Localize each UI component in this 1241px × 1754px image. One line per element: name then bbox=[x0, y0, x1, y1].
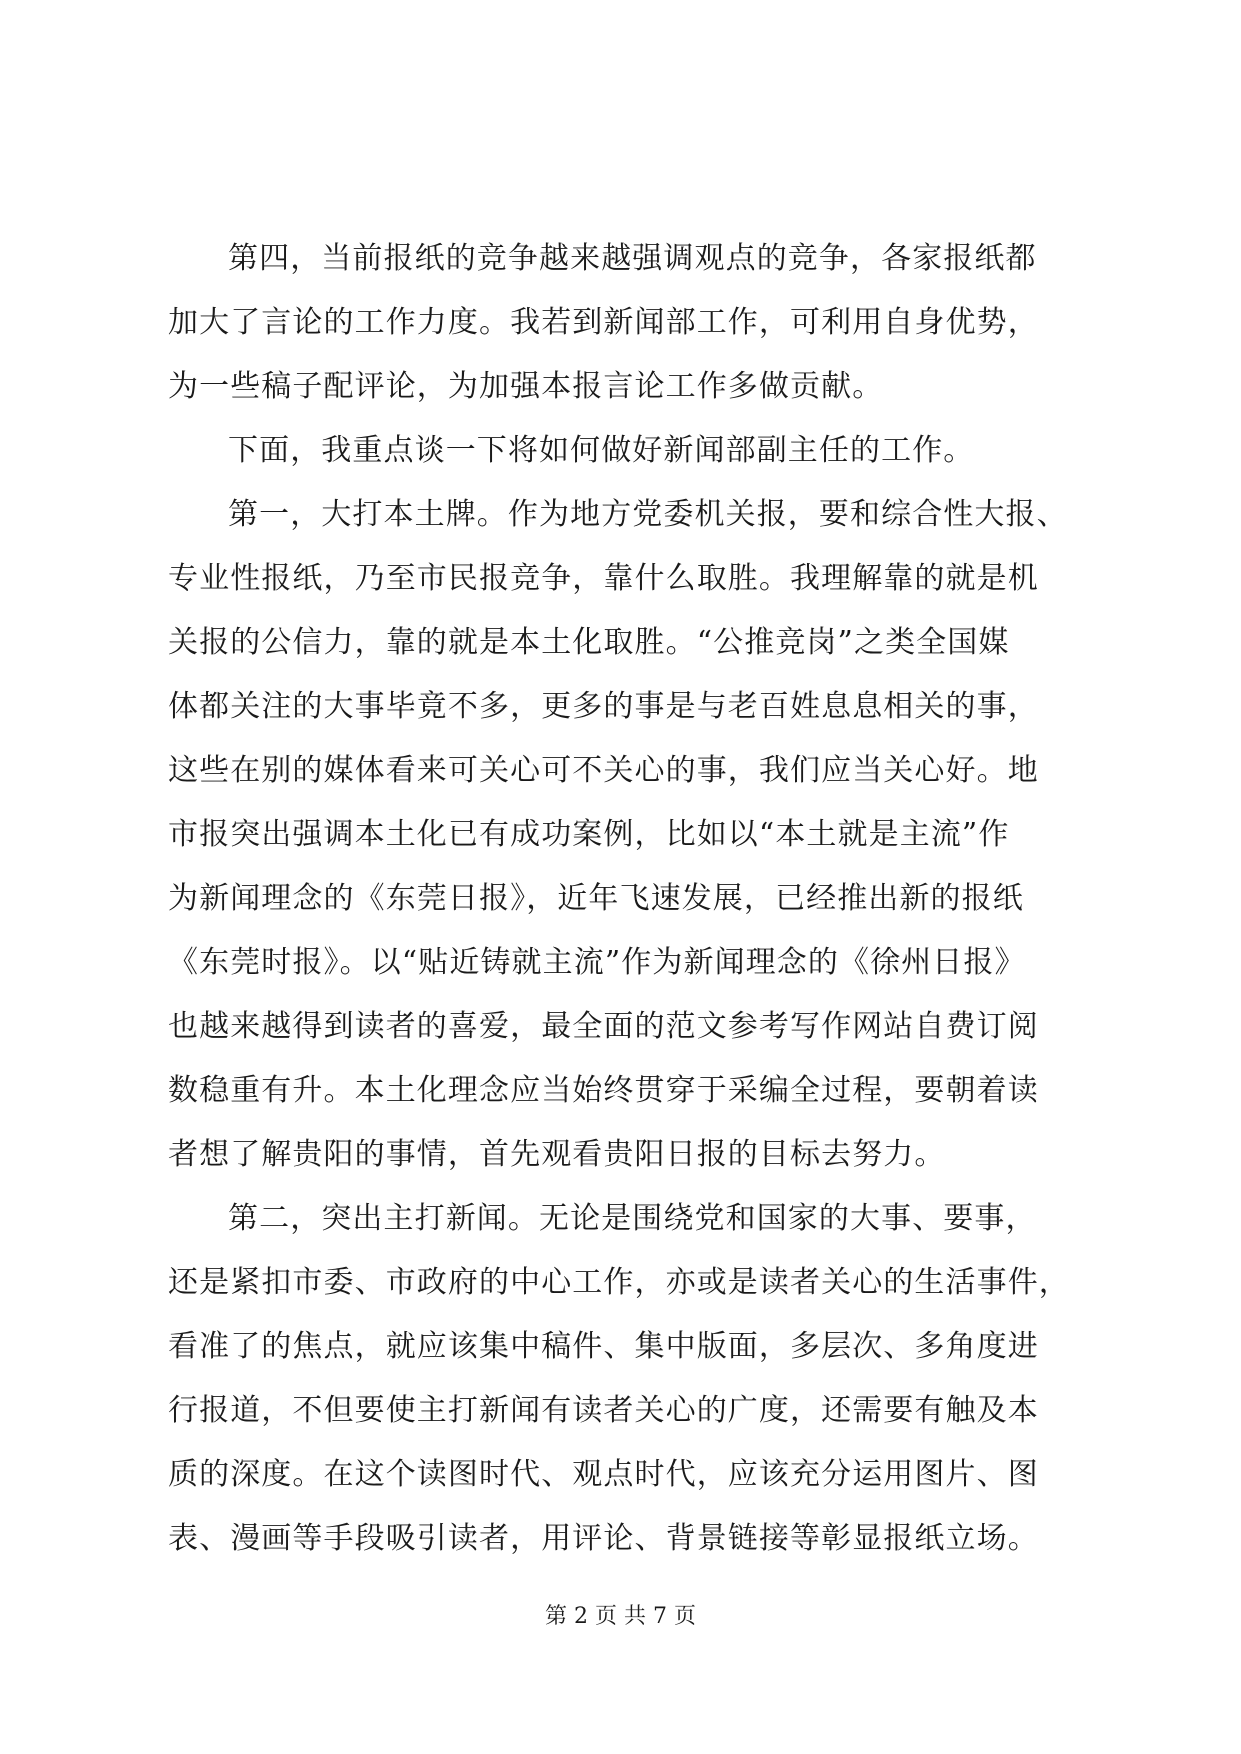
text-line: 第二，突出主打新闻。无论是围绕党和国家的大事、要事， bbox=[228, 1201, 1037, 1236]
text-line: 关报的公信力，靠的就是本土化取胜。“公推竞岗”之类全国媒 bbox=[168, 625, 1010, 660]
text-line: 体都关注的大事毕竟不多，更多的事是与老百姓息息相关的事， bbox=[168, 689, 1039, 724]
text-line: 看准了的焦点，就应该集中稿件、集中版面，多层次、多角度进 bbox=[168, 1329, 1039, 1364]
text-line: 下面，我重点谈一下将如何做好新闻部副主任的工作。 bbox=[228, 433, 975, 468]
text-line: 第四，当前报纸的竞争越来越强调观点的竞争，各家报纸都 bbox=[228, 241, 1037, 276]
text-line: 为一些稿子配评论，为加强本报言论工作多做贡献。 bbox=[168, 369, 884, 404]
text-line: 表、漫画等手段吸引读者，用评论、背景链接等彰显报纸立场。 bbox=[168, 1521, 1039, 1556]
text-line: 专业性报纸，乃至市民报竞争，靠什么取胜。我理解靠的就是机 bbox=[168, 561, 1039, 596]
document-body bbox=[168, 227, 1088, 1571]
text-line: 第一，大打本土牌。作为地方党委机关报，要和综合性大报、 bbox=[228, 497, 1068, 532]
text-line: 还是紧扣市委、市政府的中心工作，亦或是读者关心的生活事件， bbox=[168, 1265, 1070, 1300]
page-number-footer: 第 2 页 共 7 页 bbox=[545, 1604, 696, 1629]
text-line: 加大了言论的工作力度。我若到新闻部工作，可利用自身优势， bbox=[168, 305, 1039, 340]
text-line: 数稳重有升。本土化理念应当始终贯穿于采编全过程，要朝着读 bbox=[168, 1073, 1039, 1108]
text-line: 为新闻理念的《东莞日报》，近年飞速发展，已经推出新的报纸 bbox=[168, 881, 1024, 916]
text-line: 这些在别的媒体看来可关心可不关心的事，我们应当关心好。地 bbox=[168, 753, 1039, 788]
text-line: 《东莞时报》。以“贴近铸就主流”作为新闻理念的《徐州日报》 bbox=[168, 945, 1026, 980]
text-line: 市报突出强调本土化已有成功案例，比如以“本土就是主流”作 bbox=[168, 817, 1010, 852]
text-line: 质的深度。在这个读图时代、观点时代，应该充分运用图片、图 bbox=[168, 1457, 1039, 1492]
text-line: 也越来越得到读者的喜爱，最全面的范文参考写作网站自费订阅 bbox=[168, 1009, 1039, 1044]
text-line: 者想了解贵阳的事情，首先观看贵阳日报的目标去努力。 bbox=[168, 1137, 946, 1172]
text-line: 行报道，不但要使主打新闻有读者关心的广度，还需要有触及本 bbox=[168, 1393, 1039, 1428]
